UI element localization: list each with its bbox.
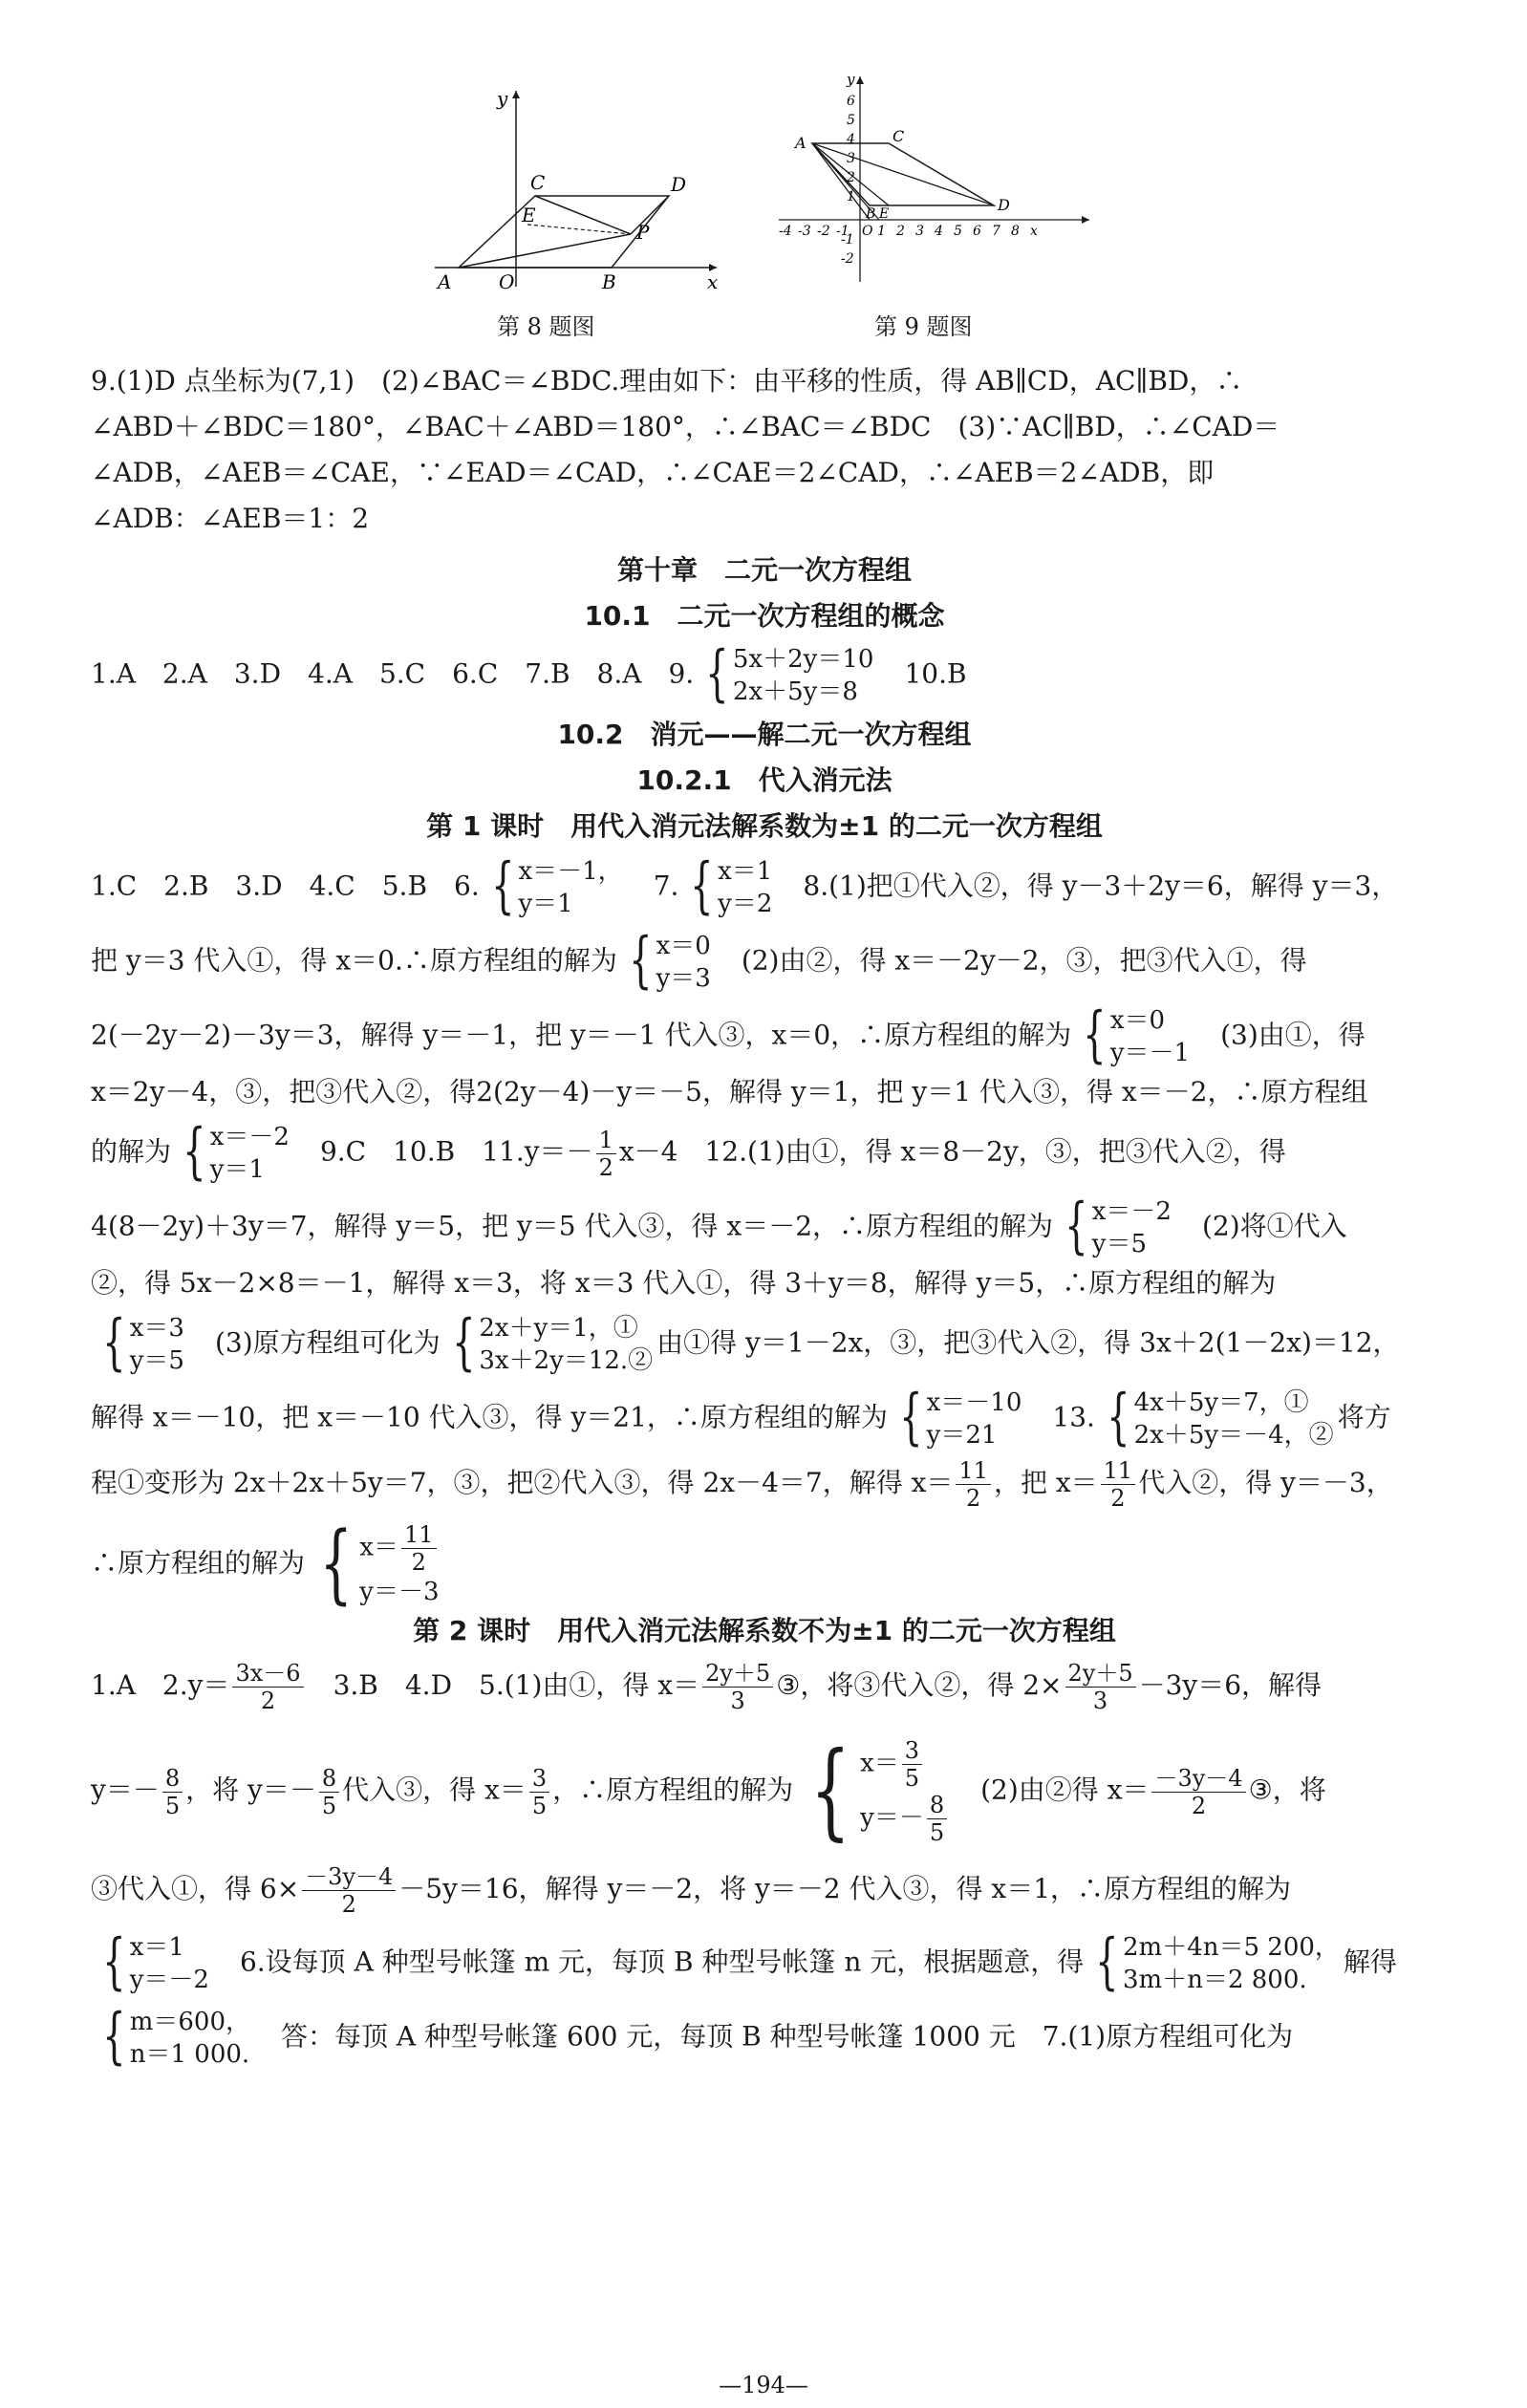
lesson2-line — [91, 1926, 1438, 1997]
fig9-label: D — [998, 196, 1010, 214]
numerator: 11 — [956, 1457, 991, 1485]
equation: x＝1 — [718, 857, 773, 886]
fig8-label: B — [602, 270, 616, 293]
equation: y＝－3 — [359, 1578, 440, 1606]
equation: x＝－10 — [926, 1388, 1022, 1417]
equation: y＝5 — [1091, 1230, 1147, 1258]
figure-8-caption: 第 8 题图 — [497, 313, 595, 340]
answer-text-span: 9.C 10.B 11.y＝－ — [319, 1135, 593, 1168]
fraction — [702, 1660, 773, 1714]
answer-text-span: 4(8－2y)＋3y＝7，解得 y＝5，把 y＝5 代入③，得 x＝－2，∴原方程组的解为 — [91, 1210, 1054, 1242]
answer-text-span: 将方 — [1337, 1401, 1391, 1433]
numerator: 11 — [1101, 1457, 1136, 1485]
section-title: 10.1 二元一次方程组的概念 — [584, 600, 945, 632]
denominator: 3 — [1092, 1688, 1108, 1714]
equation: y＝2 — [718, 890, 773, 918]
answer-text-span: 3.B 4.D 5.(1)由①，得 x＝ — [333, 1669, 700, 1701]
lesson1-line — [91, 1116, 1438, 1187]
answer-text-span: －3y＝6，解得 — [1138, 1669, 1323, 1701]
denominator: 2 — [260, 1688, 276, 1714]
equation: y＝－2 — [129, 1966, 209, 1994]
equation-system: { x＝1 y＝2 — [690, 850, 773, 921]
fig9-label: -4 — [779, 224, 792, 239]
equation: y＝－1 — [1109, 1039, 1191, 1067]
fig8-label: A — [438, 270, 452, 293]
answer-text-span: (2)由②得 x＝ — [980, 1774, 1150, 1806]
equation-system: { x＝－2 y＝1 — [183, 1116, 290, 1187]
fig8-label: O — [499, 270, 515, 293]
lesson2-line — [91, 2001, 1438, 2072]
fig9-label: E — [879, 206, 890, 222]
numerator: 3 — [529, 1765, 549, 1793]
equation: y＝1 — [209, 1155, 265, 1184]
numerator: 3x－6 — [232, 1660, 303, 1688]
figures-area — [420, 71, 1108, 354]
answer-text-span: ，把 x＝ — [993, 1467, 1098, 1498]
fig9-label: -2 — [841, 251, 854, 267]
equation-system: { x＝1 y＝－2 — [102, 1926, 209, 1997]
answer-text-span: 7. — [653, 870, 679, 902]
answer-text-span: 2(－2y－2)－3y＝3，解得 y＝－1，把 y＝－1 代入③，x＝0，∴原方程组的解为 — [91, 1019, 1072, 1051]
equation-system: { 2m＋4n＝5 200， 3m＋n＝2 800. — [1095, 1926, 1340, 1997]
answer-text-span: 10.B — [904, 657, 967, 690]
equation: 4x＋5y＝7，① — [1133, 1388, 1309, 1417]
fig9-label: 1 — [847, 189, 855, 204]
answer-text-span: －5y＝16，解得 y＝－2，将 y＝－2 代入③，得 x＝1，∴原方程组的解为 — [398, 1873, 1292, 1904]
q9-line: ∠ADB，∠AEB＝∠CAE，∵∠EAD＝∠CAD，∴∠CAE＝2∠CAD，∴∠AEB＝2∠ADB，即 — [91, 457, 1215, 488]
denominator: 5 — [321, 1792, 337, 1819]
denominator: 5 — [929, 1819, 945, 1846]
numerator: －3y－4 — [302, 1863, 396, 1891]
answer-text-span: 的解为 — [91, 1135, 172, 1168]
numerator: －3y－4 — [1151, 1765, 1245, 1793]
answer-text-span: ∴原方程组的解为 — [91, 1547, 306, 1579]
equation-system: { 5x＋2y＝10 2x＋5y＝8 — [705, 638, 874, 709]
denominator: 2 — [966, 1485, 981, 1512]
lesson2-line — [91, 1729, 1438, 1851]
chapter-title: 第十章 二元一次方程组 — [616, 554, 912, 586]
q9-line: 9.(1)D 点坐标为(7,1) (2)∠BAC＝∠BDC.理由如下：由平移的性质，得 AB∥CD，AC∥BD，∴ — [91, 365, 1243, 397]
fraction — [302, 1863, 396, 1918]
lesson1-line — [91, 1191, 1438, 1261]
fraction — [1065, 1660, 1136, 1714]
equation: 3x＋2y＝12.② — [479, 1346, 654, 1375]
denominator: 2 — [1110, 1485, 1126, 1512]
equation-system: { x＝0 y＝－1 — [1083, 1000, 1191, 1070]
denominator: 5 — [531, 1792, 548, 1819]
figure-9-diagram — [774, 67, 1099, 296]
equation: y＝3 — [656, 964, 711, 993]
fig8-label: y — [497, 87, 508, 110]
equation: 2x＋5y＝－4，② — [1133, 1421, 1334, 1450]
numerator: 2y＋5 — [702, 1660, 773, 1688]
lesson1-line — [91, 1000, 1438, 1070]
q9-line: ∠ABD＋∠BDC＝180°，∠BAC＋∠ABD＝180°，∴∠BAC＝∠BDC (3)∵AC∥BD，∴∠CAD＝ — [91, 411, 1280, 442]
fig9-label: 1 — [877, 224, 886, 239]
answer-text-span: 6.设每顶 A 种型号帐篷 m 元，每顶 B 种型号帐篷 n 元，根据题意，得 — [239, 1946, 1085, 1978]
answer-text-span: 1.A 2.y＝ — [91, 1669, 230, 1701]
fraction — [232, 1660, 303, 1714]
fig9-label: -1 — [841, 232, 854, 247]
lesson1-line — [91, 850, 1438, 921]
lesson1-line — [91, 1514, 1438, 1614]
fig9-label: 3 — [915, 224, 924, 239]
lesson1-line: x＝2y－4，③，把③代入②，得2(2y－4)－y＝－5，解得 y＝1，把 y＝1 代入③，得 x＝－2，∴原方程组 — [91, 1076, 1368, 1107]
subsection-title: 10.2.1 代入消元法 — [636, 764, 893, 796]
denominator: 2 — [411, 1549, 426, 1576]
equation-system: { m＝600， n＝1 000. — [102, 2001, 250, 2072]
equation: 2x＋y＝1，① — [479, 1314, 638, 1343]
section-title: 10.2 消元——解二元一次方程组 — [557, 719, 972, 750]
answer-text-span: 13. — [1052, 1401, 1095, 1433]
equation: y＝5 — [129, 1346, 184, 1375]
denominator: 5 — [164, 1792, 181, 1819]
fraction — [927, 1792, 947, 1846]
answer-text-span: 代入③，得 x＝ — [342, 1774, 527, 1806]
equation-system: { x＝3 y＝5 — [102, 1307, 184, 1378]
answer-text-span: (2)由②，得 x＝－2y－2，③，把③代入①，得 — [741, 944, 1307, 977]
denominator: 2 — [1191, 1792, 1207, 1819]
equation: x＝1 — [129, 1933, 184, 1962]
page-number: —194— — [719, 2372, 808, 2398]
fig9-label: 4 — [935, 224, 943, 239]
equation: x＝0 — [656, 932, 711, 960]
figure-9-caption: 第 9 题图 — [874, 313, 973, 340]
equation: x＝ — [359, 1533, 398, 1562]
numerator: 8 — [162, 1765, 183, 1793]
equation: x＝－2 — [209, 1123, 290, 1151]
lesson1-line — [91, 1457, 1438, 1512]
fig9-label: 5 — [954, 224, 962, 239]
numerator: 3 — [902, 1737, 922, 1765]
answer-text-span: y＝－ — [91, 1774, 160, 1806]
denominator: 2 — [598, 1153, 613, 1181]
denominator: 3 — [730, 1688, 745, 1714]
equation: x＝ — [860, 1749, 899, 1778]
answer-text-span: 代入②，得 y＝－3， — [1138, 1467, 1393, 1498]
equation: x＝－1， — [518, 857, 623, 886]
equation: n＝1 000. — [129, 2040, 250, 2069]
answer-text-span: 把 y＝3 代入①，得 x＝0.∴原方程组的解为 — [91, 944, 617, 977]
answer-text-span: ③，将③代入②，得 2× — [776, 1669, 1063, 1701]
fraction — [319, 1765, 339, 1819]
lesson2-line — [91, 1660, 1438, 1714]
equation: y＝21 — [926, 1421, 998, 1450]
lesson1-line — [91, 1307, 1438, 1378]
fraction — [1101, 1457, 1136, 1512]
equation: 2m＋4n＝5 200， — [1123, 1933, 1340, 1962]
equation: 2x＋5y＝8 — [732, 677, 858, 706]
answer-text — [91, 358, 1438, 2071]
fig9-label: 7 — [992, 224, 1000, 239]
numerator: 8 — [319, 1765, 339, 1793]
fraction — [902, 1737, 922, 1792]
figure-8-diagram — [420, 86, 736, 296]
fraction — [401, 1521, 437, 1576]
figure-9 — [774, 67, 1099, 300]
fig8-label: x — [707, 270, 719, 293]
numerator: 1 — [596, 1127, 616, 1154]
fig9-label: -3 — [798, 224, 811, 239]
answer-text-span: 8.(1)把①代入②，得 y－3＋2y＝6，解得 y＝3， — [803, 870, 1399, 902]
answer-text-span: x－4 12.(1)由①，得 x＝8－2y，③，把③代入②，得 — [618, 1135, 1286, 1168]
equation: x＝0 — [1109, 1006, 1166, 1035]
answer-text-span: ，∴原方程组的解为 — [552, 1774, 794, 1806]
fig9-label: 5 — [847, 113, 855, 128]
fig9-label: 3 — [847, 151, 855, 166]
equation: 3m＋n＝2 800. — [1123, 1966, 1307, 1994]
figure-8 — [420, 86, 736, 300]
equation: x＝3 — [129, 1314, 184, 1343]
equation: x＝－2 — [1091, 1197, 1172, 1226]
answer-text-span: 1.C 2.B 3.D 4.C 5.B 6. — [91, 870, 480, 902]
equation-system: { 4x＋5y＝7，① 2x＋5y＝－4，② — [1107, 1382, 1334, 1452]
numerator: 8 — [927, 1792, 947, 1819]
denominator: 2 — [341, 1891, 356, 1918]
s101-answers — [91, 638, 1438, 709]
fig9-label: -1 — [836, 224, 850, 239]
fig9-label: C — [893, 127, 905, 145]
fig9-label: 6 — [847, 94, 855, 109]
numerator: 2y＋5 — [1065, 1660, 1136, 1688]
fig9-label: x — [1030, 224, 1038, 239]
fig9-label: 2 — [847, 170, 855, 185]
answer-text-span: 解得 x＝－10，把 x＝－10 代入③，得 y＝21，∴原方程组的解为 — [91, 1401, 888, 1433]
lesson1-line — [91, 925, 1438, 996]
lesson-title: 第 1 课时 用代入消元法解系数为±1 的二元一次方程组 — [426, 810, 1103, 842]
fraction — [1151, 1765, 1245, 1819]
fig9-label: B — [866, 206, 876, 222]
fig8-label: C — [530, 171, 546, 194]
answer-text-span: (3)原方程组可化为 — [214, 1326, 441, 1359]
equation-system: { x＝0 y＝3 — [628, 925, 711, 996]
answer-text-span: (3)由①，得 — [1220, 1019, 1366, 1051]
numerator: 11 — [401, 1521, 437, 1549]
fig9-label: y — [847, 71, 855, 88]
answer-text-span: 答：每顶 A 种型号帐篷 600 元，每顶 B 种型号帐篷 1000 元 7.(1)原方程组可化为 — [281, 2020, 1294, 2053]
fig8-label: D — [671, 173, 687, 196]
answer-text-span: 程①变形为 2x＋2x＋5y＝7，③，把②代入③，得 2x－4＝7，解得 x＝ — [91, 1467, 954, 1498]
fig9-label: 4 — [847, 132, 855, 147]
answer-text-span: ③代入①，得 6× — [91, 1873, 300, 1904]
answer-text-span: (2)将①代入 — [1202, 1210, 1347, 1242]
fraction — [956, 1457, 991, 1512]
fig8-label: E — [522, 204, 536, 226]
answer-text-span: 解得 — [1343, 1946, 1397, 1978]
equation-system: { x＝－10 y＝21 — [899, 1382, 1022, 1452]
equation-system: { 2x＋y＝1，① 3x＋2y＝12.② — [451, 1307, 654, 1378]
q9-line: ∠ADB：∠AEB＝1：2 — [91, 503, 370, 534]
fig9-label: 6 — [973, 224, 981, 239]
fraction — [162, 1765, 183, 1819]
equation: 5x＋2y＝10 — [732, 645, 874, 674]
fig9-label: -2 — [817, 224, 830, 239]
fig9-label: 2 — [896, 224, 905, 239]
equation-system: { x＝－2 y＝5 — [1065, 1191, 1172, 1261]
lesson2-line — [91, 1863, 1438, 1918]
equation-system: { x＝ $\frac{11}{2}$ y＝－3 — [319, 1514, 440, 1614]
lesson-title: 第 2 课时 用代入消元法解系数不为±1 的二元一次方程组 — [413, 1615, 1116, 1646]
equation: y＝－ — [860, 1803, 924, 1833]
equation: m＝600， — [129, 2008, 250, 2036]
equation-system: { x＝ $\frac{3}{5}$ y＝－ $\frac{8}{5}$ — [797, 1737, 950, 1846]
equation: y＝1 — [518, 890, 573, 918]
fraction — [529, 1765, 549, 1819]
fraction — [596, 1127, 616, 1181]
fig8-label: P — [636, 221, 650, 244]
fig9-label: O — [862, 224, 873, 239]
answer-text-span: ③，将 — [1248, 1774, 1326, 1806]
equation-system: { x＝－1， y＝1 — [490, 850, 623, 921]
lesson1-line — [91, 1382, 1438, 1452]
fig9-label: 8 — [1011, 224, 1020, 239]
denominator: 5 — [904, 1765, 920, 1792]
answer-text-span: 1.A 2.A 3.D 4.A 5.C 6.C 7.B 8.A 9. — [91, 657, 695, 690]
fig9-label: A — [795, 134, 807, 152]
answer-text-span: ，将 y＝－ — [185, 1774, 316, 1806]
lesson1-line: ②，得 5x－2×8＝－1，解得 x＝3，将 x＝3 代入①，得 3＋y＝8，解得 y＝5，∴原方程组的解为 — [91, 1267, 1277, 1299]
answer-text-span: 由①得 y＝1－2x，③，把③代入②，得 3x＋2(1－2x)＝12， — [656, 1326, 1400, 1359]
